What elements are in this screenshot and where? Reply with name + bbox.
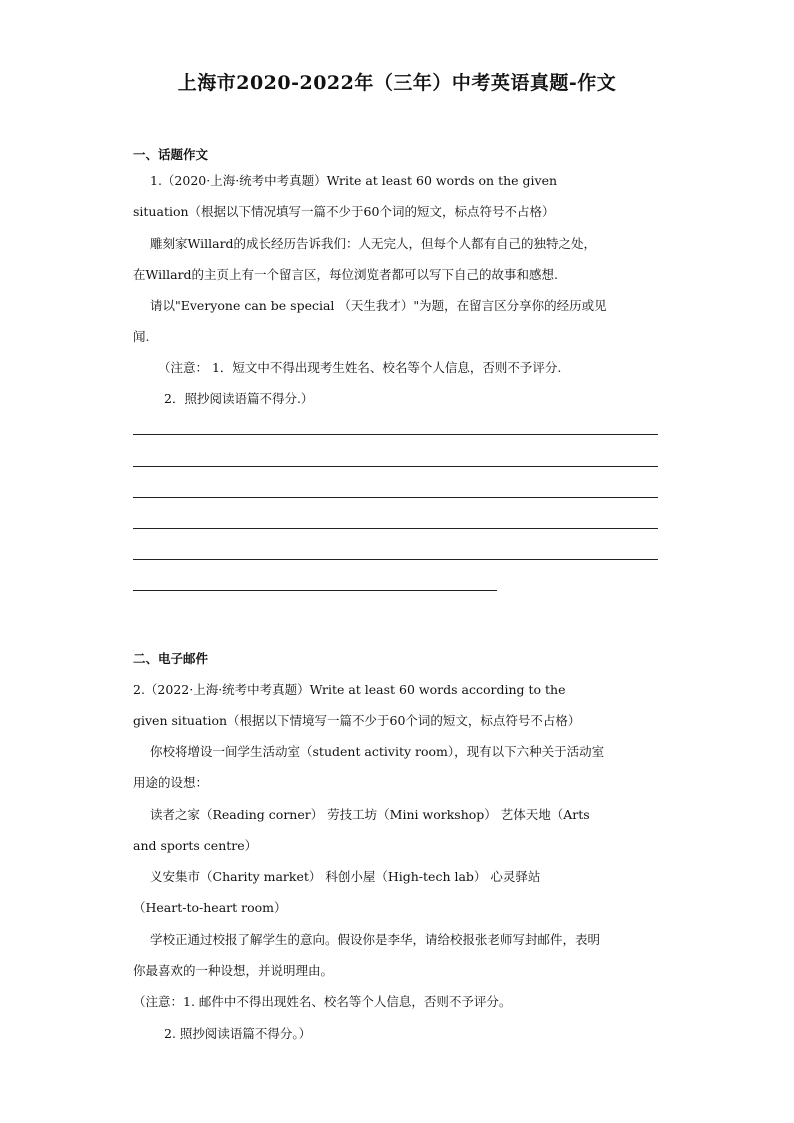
section-heading-topic-essay: 一、话题作文 xyxy=(133,147,209,162)
q1-text-line: situation（根据以下情况填写一篇不少于60个词的短文，标点符号不占格） xyxy=(133,204,555,219)
q2-text-line: 学校正通过校报了解学生的意向。假设你是李华，请给校报张老师写封邮件，表明 xyxy=(150,932,601,947)
q2-text-line: 你最喜欢的一种设想，并说明理由。 xyxy=(133,963,334,978)
answer-line[interactable] xyxy=(133,590,497,591)
q2-options-line: （Heart-to-heart room） xyxy=(133,900,287,915)
answer-line[interactable] xyxy=(133,466,658,467)
q1-note-line: 2．照抄阅读语篇不得分.） xyxy=(164,391,314,406)
answer-line[interactable] xyxy=(133,497,658,498)
q1-text-line: 在Willard的主页上有一个留言区，每位浏览者都可以写下自己的故事和感想. xyxy=(133,267,559,282)
q1-text-line: 请以"Everyone can be special （天生我才）"为题，在留言区分享你的经历或见 xyxy=(150,298,607,313)
q2-note-line: （注意：1. 邮件中不得出现姓名、校名等个人信息，否则不予评分。 xyxy=(133,994,512,1009)
q2-options-line: 义安集市（Charity market） 科创小屋（High-tech lab） 心灵驿站 xyxy=(150,869,541,884)
q2-text-line: given situation（根据以下情境写一篇不少于60个词的短文，标点符号不占格） xyxy=(133,713,581,728)
q2-text-line: 用途的设想： xyxy=(133,775,209,790)
q1-text-line: 1.（2020·上海·统考中考真题）Write at least 60 words on the given xyxy=(150,173,558,188)
answer-line[interactable] xyxy=(133,434,658,435)
page-title: 上海市2020-2022年（三年）中考英语真题-作文 xyxy=(177,72,617,94)
q2-note-line: 2. 照抄阅读语篇不得分。） xyxy=(164,1026,312,1041)
answer-line[interactable] xyxy=(133,559,658,560)
answer-line[interactable] xyxy=(133,528,658,529)
q1-text-line: 闻. xyxy=(133,329,150,344)
q2-options-line: 读者之家（Reading corner） 劳技工坊（Mini workshop） 艺体天地（Arts xyxy=(150,807,590,822)
q2-text-line: 你校将增设一间学生活动室（student activity room），现有以下六种关于活动室 xyxy=(150,744,605,759)
q2-options-line: and sports centre） xyxy=(133,838,258,853)
q2-text-line: 2.（2022·上海·统考中考真题）Write at least 60 words according to the xyxy=(133,682,566,697)
q1-text-line: 雕刻家Willard的成长经历告诉我们：人无完人，但每个人都有自己的独特之处， xyxy=(150,236,597,251)
q1-note-line: （注意： 1．短文中不得出现考生姓名、校名等个人信息，否则不予评分. xyxy=(158,360,562,375)
section-heading-email: 二、电子邮件 xyxy=(133,651,209,666)
